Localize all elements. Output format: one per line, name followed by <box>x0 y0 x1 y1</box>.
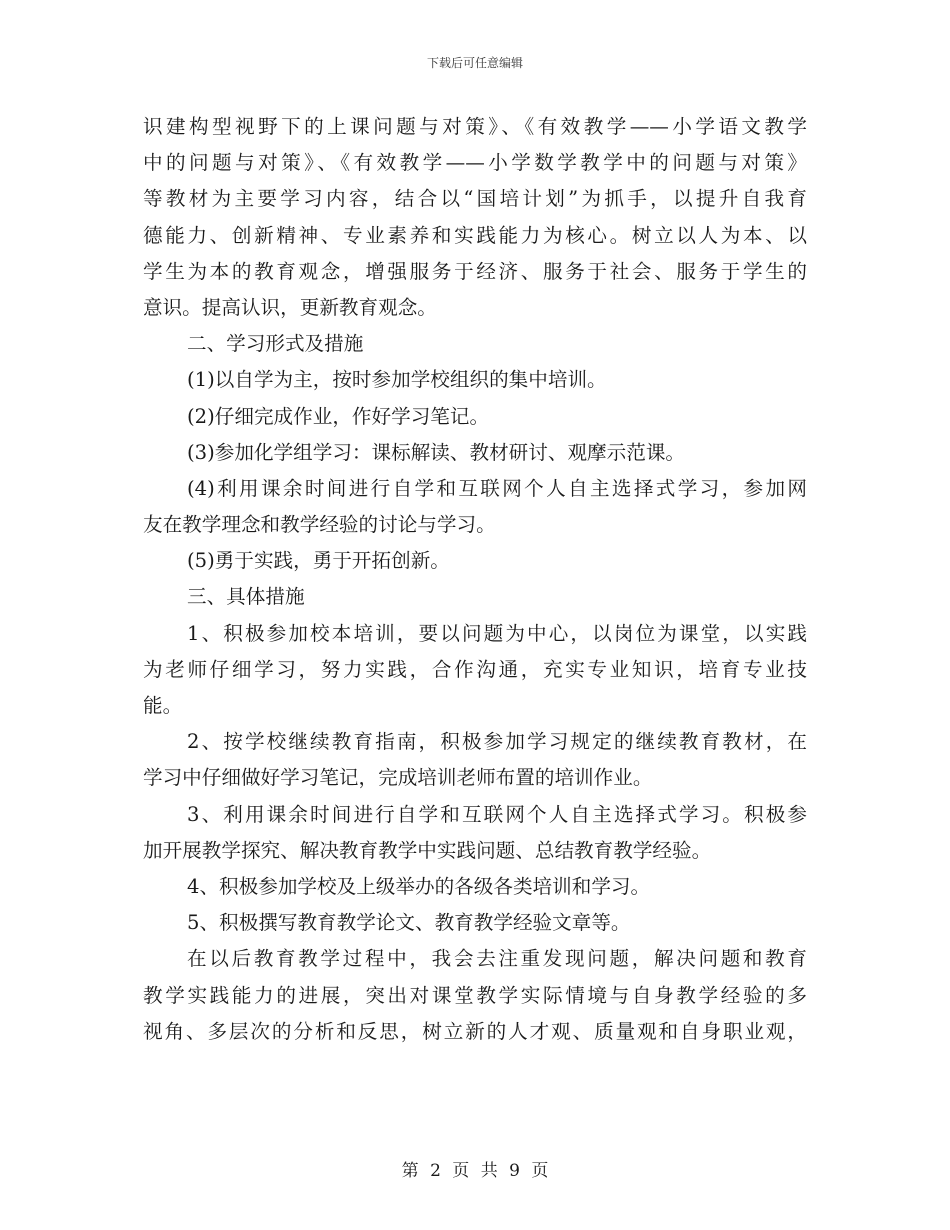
text-line: 德能力、创新精神、专业素养和实践能力为核心。树立以人为本、以 <box>143 223 807 247</box>
list-item: 3、利用课余时间进行自学和互联网个人自主选择式学习。积极参 <box>187 802 807 826</box>
text-line: 为老师仔细学习，努力实践，合作沟通，充实专业知识，培育专业技 <box>143 657 807 681</box>
list-item: 1、积极参加校本培训，要以问题为中心，以岗位为课堂，以实践 <box>187 621 807 645</box>
list-item: (4)利用课余时间进行自学和互联网个人自主选择式学习，参加网 <box>187 476 807 500</box>
text-line: 友在教学理念和教学经验的讨论与学习。 <box>143 513 496 537</box>
text-line: 加开展教学探究、解决教育教学中实践问题、总结教育教学经验。 <box>143 838 712 862</box>
section-heading: 三、具体措施 <box>187 585 305 609</box>
section-heading: 二、学习形式及措施 <box>187 332 364 356</box>
document-body <box>143 109 807 1050</box>
list-item: (3)参加化学组学习：课标解读、教材研讨、观摩示范课。 <box>187 440 686 464</box>
text-line: 视角、多层次的分析和反思，树立新的人才观、质量观和自身职业观， <box>143 1019 807 1043</box>
text-line: 等教材为主要学习内容，结合以“国培计划”为抓手，以提升自我育 <box>143 187 807 211</box>
text-line: 教学实践能力的进展，突出对课堂教学实际情境与自身教学经验的多 <box>143 983 807 1007</box>
text-line: 在以后教育教学过程中，我会去注重发现问题，解决问题和教育 <box>187 947 807 971</box>
text-line: 学生为本的教育观念，增强服务于经济、服务于社会、服务于学生的 <box>143 259 807 283</box>
page-number: 第 2 页 共 9 页 <box>401 1161 549 1181</box>
text-line: 识建构型视野下的上课问题与对策》、《有效教学——小学语文教学 <box>143 115 807 138</box>
text-line: 学习中仔细做好学习笔记，完成培训老师布置的培训作业。 <box>143 766 653 790</box>
text-line: 能。 <box>143 694 183 717</box>
list-item: (5)勇于实践，勇于开拓创新。 <box>187 549 450 573</box>
list-item: (2)仔细完成作业，作好学习笔记。 <box>187 404 490 428</box>
list-item: 5、积极撰写教育教学论文、教育教学经验文章等。 <box>187 911 631 935</box>
text-line: 中的问题与对策》、《有效教学——小学数学教学中的问题与对策》 <box>143 151 807 175</box>
text-line: 意识。提高认识，更新教育观念。 <box>143 295 437 319</box>
list-item: 2、按学校继续教育指南，积极参加学习规定的继续教育教材，在 <box>187 730 807 754</box>
page-header: 下载后可任意编辑 <box>426 56 523 70</box>
list-item: (1)以自学为主，按时参加学校组织的集中培训。 <box>187 368 607 392</box>
list-item: 4、积极参加学校及上级举办的各级各类培训和学习。 <box>187 874 651 898</box>
